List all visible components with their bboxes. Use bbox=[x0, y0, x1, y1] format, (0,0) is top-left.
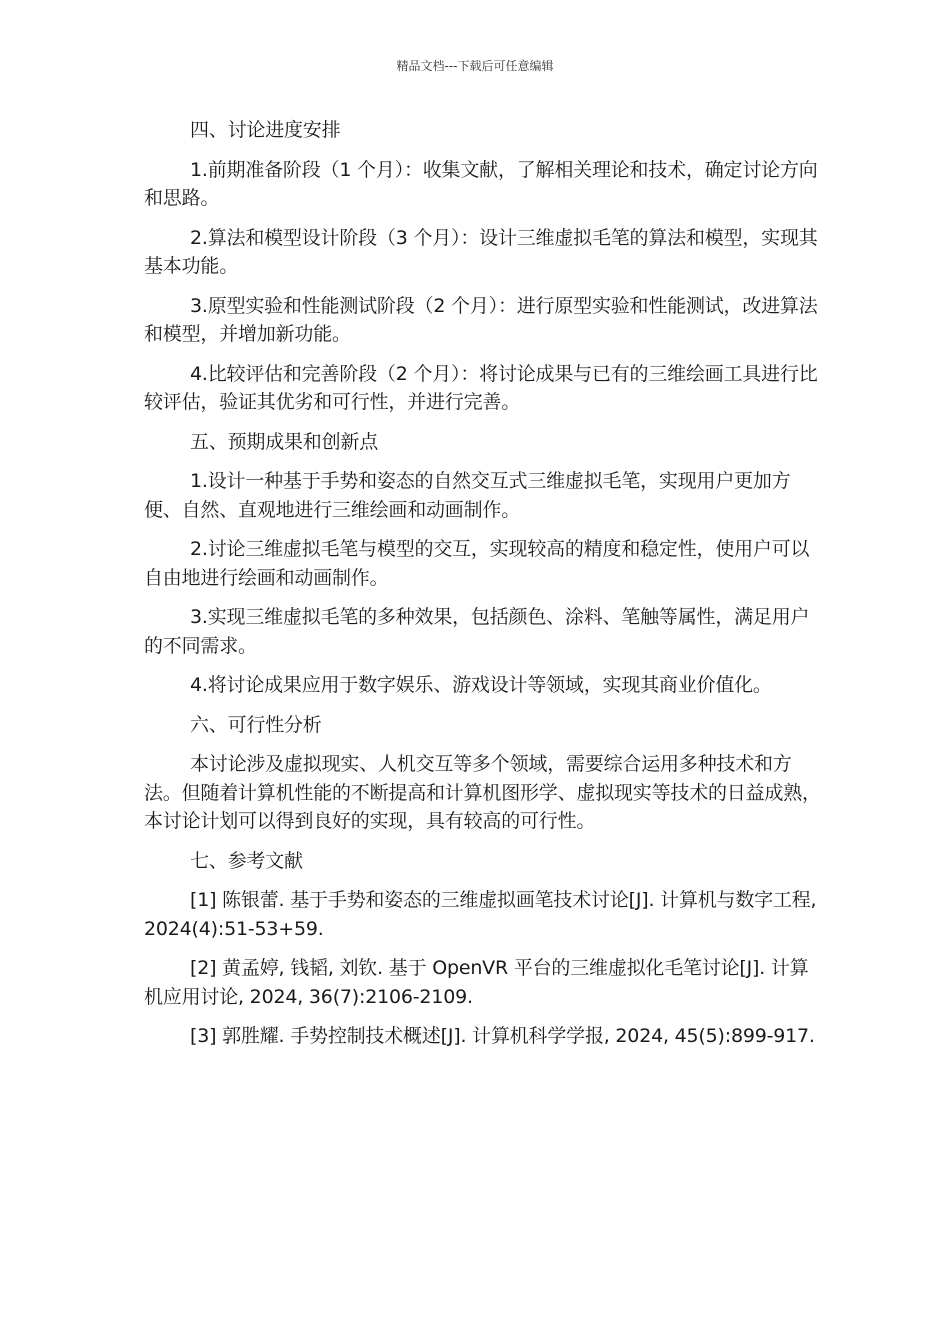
schedule-item-1: 1.前期准备阶段（1 个月）：收集文献，了解相关理论和技术，确定讨论方向和思路。 bbox=[144, 158, 818, 209]
page-header-watermark: 精品文档---下载后可任意编辑 bbox=[396, 59, 554, 73]
section-heading-outcomes: 五、预期成果和创新点 bbox=[190, 430, 379, 453]
reference-item-2: [2] 黄孟婷, 钱韬, 刘钦. 基于 OpenVR 平台的三维虚拟化毛笔讨论[J]. 计算机应用讨论, 2024, 36(7):2106-2109. bbox=[144, 957, 809, 1008]
reference-item-1: [1] 陈银蕾. 基于手势和姿态的三维虚拟画笔技术讨论[J]. 计算机与数字工程, 2024(4):51-53+59. bbox=[144, 889, 817, 940]
feasibility-paragraph: 本讨论涉及虚拟现实、人机交互等多个领域，需要综合运用多种技术和方法。但随着计算机性能的不断提高和计算机图形学、虚拟现实等技术的日益成熟，本讨论计划可以得到良好的实现，具有较高的可行性。 bbox=[144, 753, 821, 832]
schedule-item-2: 2.算法和模型设计阶段（3 个月）：设计三维虚拟毛笔的算法和模型，实现其基本功能。 bbox=[144, 226, 818, 277]
document-body bbox=[144, 116, 824, 1062]
schedule-item-4: 4.比较评估和完善阶段（2 个月）：将讨论成果与已有的三维绘画工具进行比较评估，验证其优劣和可行性，并进行完善。 bbox=[144, 362, 818, 413]
outcome-item-1: 1.设计一种基于手势和姿态的自然交互式三维虚拟毛笔，实现用户更加方便、自然、直观地进行三维绘画和动画制作。 bbox=[144, 470, 791, 521]
section-heading-references: 七、参考文献 bbox=[190, 849, 303, 872]
outcome-item-4: 4.将讨论成果应用于数字娱乐、游戏设计等领域，实现其商业价值化。 bbox=[190, 674, 772, 696]
section-heading-feasibility: 六、可行性分析 bbox=[190, 713, 322, 736]
outcome-item-3: 3.实现三维虚拟毛笔的多种效果，包括颜色、涂料、笔触等属性，满足用户的不同需求。 bbox=[144, 606, 810, 657]
section-heading-schedule: 四、讨论进度安排 bbox=[190, 119, 341, 141]
reference-item-3: [3] 郭胜耀. 手势控制技术概述[J]. 计算机科学学报, 2024, 45(5):899-917. bbox=[190, 1025, 815, 1047]
schedule-item-3: 3.原型实验和性能测试阶段（2 个月）：进行原型实验和性能测试，改进算法和模型，并增加新功能。 bbox=[144, 294, 818, 345]
outcome-item-2: 2.讨论三维虚拟毛笔与模型的交互，实现较高的精度和稳定性，使用户可以自由地进行绘画和动画制作。 bbox=[144, 538, 810, 589]
